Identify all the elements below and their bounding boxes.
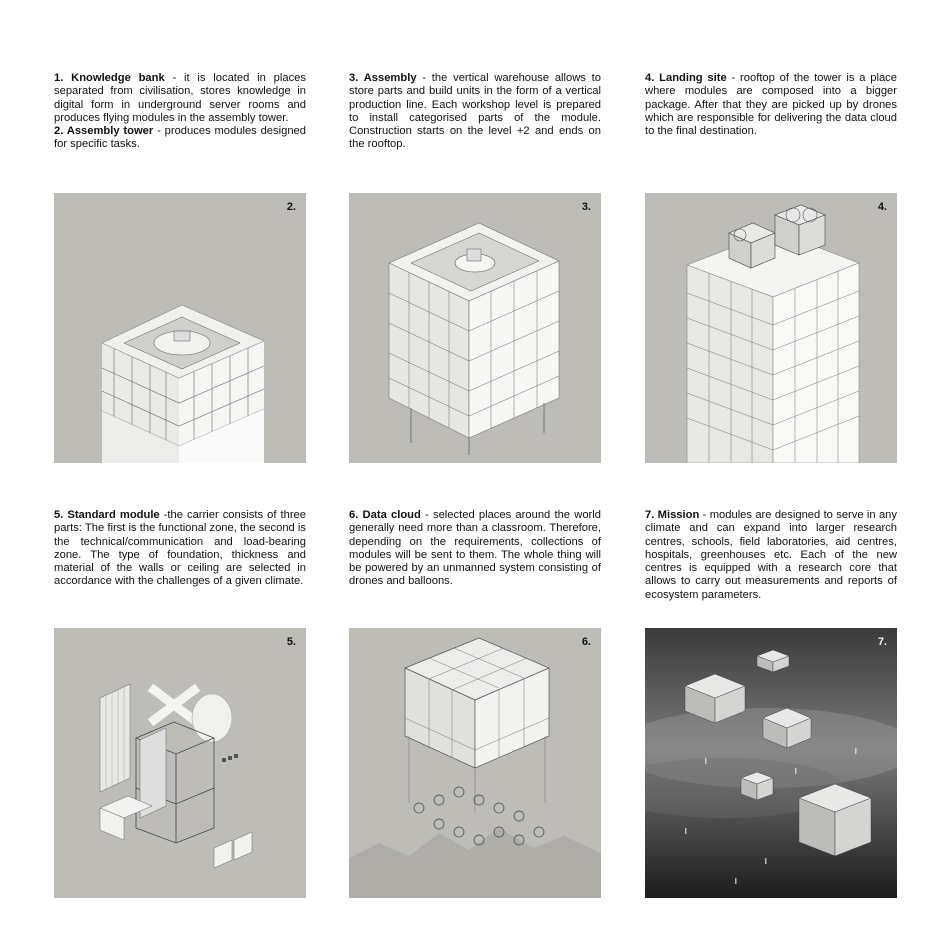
data-cloud-illustration	[349, 628, 601, 898]
desc-text: - modules are designed to serve in any climate and can expand into larger research centres, schools, field laboratories, aid centres, hospitals, greenhouses etc. Each of the new centres is equipped with a research core that allows to carry out measurements and reports of ecosystem parameters.	[645, 509, 897, 601]
desc-title: 5. Standard module	[54, 509, 160, 521]
panel-landing-site	[645, 193, 897, 463]
panel-number: 3.	[581, 201, 591, 213]
desc-text: - it is located in places separated from civilisation, stores knowledge in digital form in underground server rooms and produces flying modules in the assembly tower.	[54, 72, 306, 124]
panel-number: 2.	[286, 201, 296, 213]
mission-illustration	[645, 628, 897, 898]
panel-number: 4.	[877, 201, 887, 213]
panel-data-cloud	[349, 628, 601, 898]
description-4	[645, 72, 897, 138]
desc-title: 1. Knowledge bank	[54, 72, 165, 84]
desc-text: - produces modules designed for specific tasks.	[54, 125, 306, 151]
desc-title: 4. Landing site	[645, 72, 727, 84]
desc-text: - the vertical warehouse allows to store parts and build units in the form of a vertical production line. Each workshop level is prepared to install categorised parts of the module. Construction starts on the level +2 and ends on the rooftop.	[349, 72, 601, 151]
panel-number: 6.	[581, 636, 591, 648]
description-1	[54, 72, 306, 152]
desc-title: 3. Assembly	[349, 72, 417, 84]
vertical-warehouse-illustration	[349, 193, 601, 463]
description-7	[645, 509, 897, 602]
description-5	[54, 509, 306, 589]
desc-title: 6. Data cloud	[349, 509, 421, 521]
desc-title: 2. Assembly tower	[54, 125, 154, 138]
landing-site-illustration	[645, 193, 897, 463]
desc-text: - rooftop of the tower is a place where modules are composed into a bigger package. After that they are picked up by drones which are responsible for delivering the data cloud to the final destination.	[645, 72, 897, 138]
description-3	[349, 72, 601, 152]
desc-text: - selected places around the world generally need more than a classroom. Therefore, depending on the requirements, collections of modules will be sent to them. The whole thing will be powered by an unmanned system consisting of drones and balloons.	[349, 509, 601, 588]
panel-mission	[645, 628, 897, 898]
panel-standard-module	[54, 628, 306, 898]
desc-title: 7. Mission	[645, 509, 700, 521]
panel-assembly	[349, 193, 601, 463]
panel-assembly-tower	[54, 193, 306, 463]
assembly-tower-illustration	[54, 193, 306, 463]
panel-number: 5.	[286, 636, 296, 648]
standard-module-illustration	[54, 628, 306, 898]
panel-number: 7.	[877, 636, 887, 648]
description-6	[349, 509, 601, 589]
desc-text: -the carrier consists of three parts: The first is the functional zone, the second is the technical/communication and load-bearing zone. The type of foundation, thickness and material of the walls or ceiling are selected in accordance with the challenges of a given climate.	[54, 509, 307, 588]
